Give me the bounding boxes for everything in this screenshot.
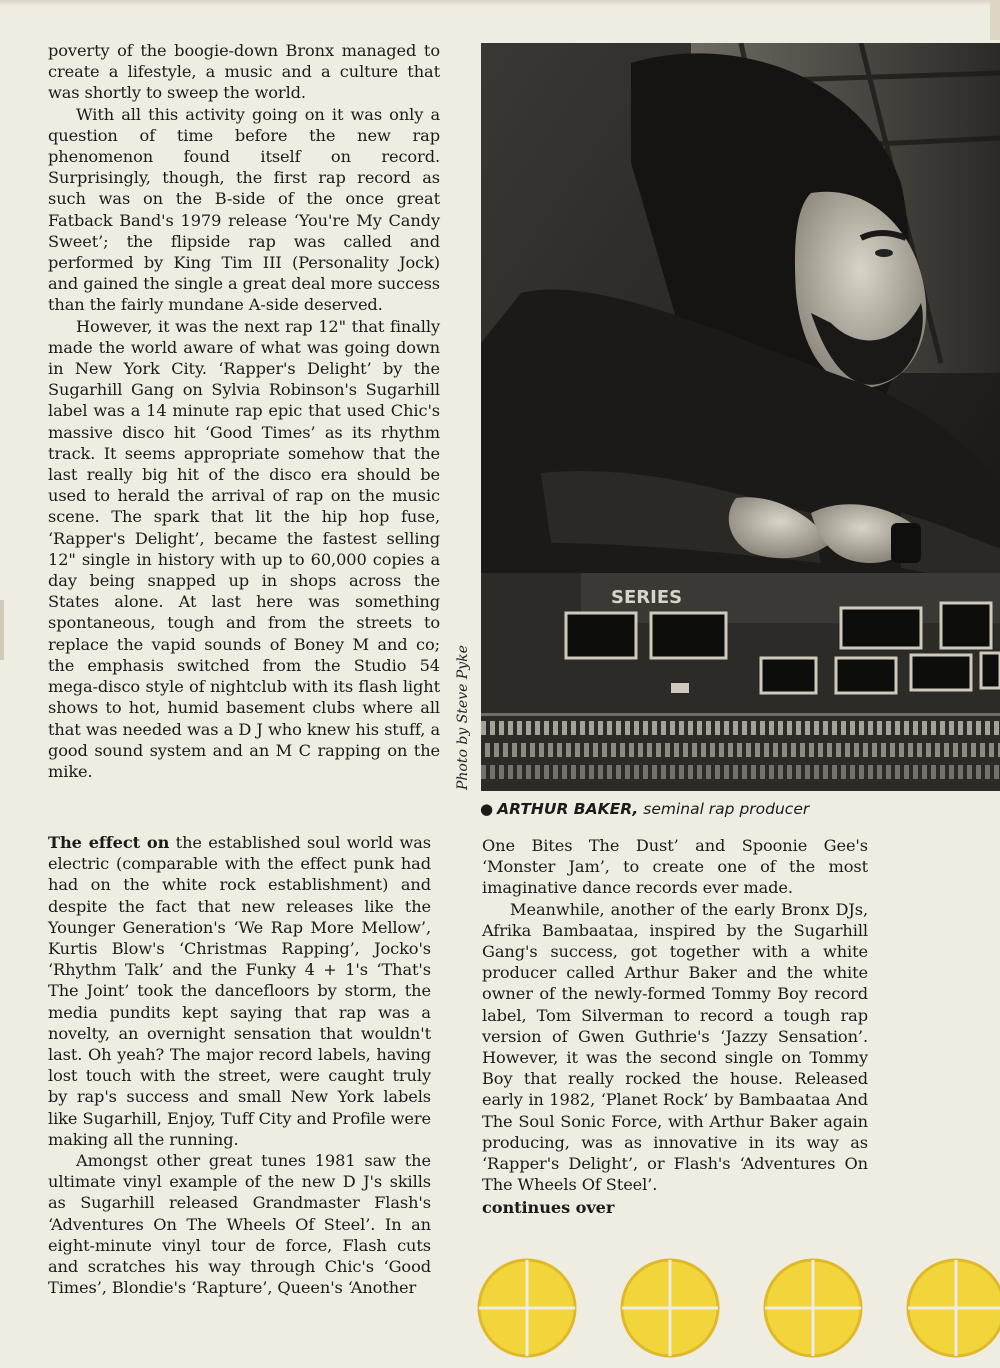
- console-fader: [706, 765, 711, 779]
- console-fader: [845, 743, 850, 757]
- console-fader: [683, 743, 688, 757]
- console-fader: [643, 765, 648, 779]
- console-fader: [665, 743, 670, 757]
- console-fader: [616, 765, 621, 779]
- console-fader: [706, 721, 711, 735]
- console-fader: [890, 743, 895, 757]
- console-fader: [737, 743, 742, 757]
- console-fader: [809, 743, 814, 757]
- console-fader: [634, 721, 639, 735]
- paragraph: Meanwhile, another of the early Bronx DJs, Afrika Bambaataa, inspired by the Sugarhill Gang's success, got together with a white producer called Arthur Baker and the white owner of the newly-formed Tommy Boy record label, Tom Silverman to record a tough rap version of Gwen Guthrie's ‘Jazzy Sensation’. However, it was the second single on Tommy Boy that really rocked the house. Released early in 1982, ‘Planet Rock’ by Bambaataa And The Soul Sonic Force, with Arthur Baker again producing, was as innovative in its way as ‘Rapper's Delight’, or Flash's ‘Adventures On The Wheels Of Steel’.: [482, 899, 868, 1195]
- console-fader: [751, 765, 756, 779]
- console-fader: [958, 721, 963, 735]
- console-fader: [877, 765, 882, 779]
- page-edge: [0, 0, 1000, 6]
- console-fader: [661, 765, 666, 779]
- console-fader: [566, 743, 571, 757]
- console-fader: [917, 743, 922, 757]
- column-1-bottom: [48, 832, 431, 1298]
- console-fader: [598, 721, 603, 735]
- console-fader: [557, 743, 562, 757]
- console-fader: [782, 743, 787, 757]
- console-fader: [710, 743, 715, 757]
- console-fader: [778, 721, 783, 735]
- console-fader: [746, 743, 751, 757]
- console-fader: [688, 765, 693, 779]
- console-fader: [490, 765, 495, 779]
- section-lead-in: The effect on: [48, 833, 170, 852]
- console-fader: [769, 721, 774, 735]
- paragraph: With all this activity going on it was only a question of time before the new rap phenomenon found itself on record. Surprisingly, though, the first rap record as such was on the B-side of the once great Fatback Band's 1979 release ‘You're My Candy Sweet’; the flipside rap was called and performed by King Tim III (Personality Jock) and gained the single a great deal more success than the fairly mundane A-side deserved.: [48, 104, 440, 315]
- console-fader: [629, 743, 634, 757]
- console-fader: [994, 765, 999, 779]
- console-fader: [832, 721, 837, 735]
- console-fader: [967, 721, 972, 735]
- console-fader: [832, 765, 837, 779]
- console-fader: [697, 721, 702, 735]
- console-fader: [589, 765, 594, 779]
- console-fader: [908, 743, 913, 757]
- console-fader: [980, 743, 985, 757]
- console-fader: [854, 743, 859, 757]
- console-fader: [886, 765, 891, 779]
- console-fader: [841, 765, 846, 779]
- console-fader: [535, 721, 540, 735]
- console-fader: [580, 765, 585, 779]
- console-fader: [553, 721, 558, 735]
- console-fader: [494, 743, 499, 757]
- console-fader: [940, 765, 945, 779]
- console-fader: [598, 765, 603, 779]
- console-fader: [994, 721, 999, 735]
- console-fader: [589, 721, 594, 735]
- column-2: [482, 835, 868, 1219]
- console-fader: [728, 743, 733, 757]
- console-fader: [571, 721, 576, 735]
- console-fader: [922, 721, 927, 735]
- console-fader: [850, 721, 855, 735]
- console-fader: [926, 743, 931, 757]
- console-fader: [967, 765, 972, 779]
- console-fader: [584, 743, 589, 757]
- console-fader: [733, 765, 738, 779]
- console-fader: [886, 721, 891, 735]
- paragraph: poverty of the boogie-down Bronx managed to create a lifestyle, a music and a culture that was shortly to sweep the world.: [48, 41, 440, 103]
- paragraph: [48, 832, 431, 1150]
- console-fader: [985, 765, 990, 779]
- console-fader: [976, 765, 981, 779]
- console-fader: [607, 721, 612, 735]
- console-fader: [562, 765, 567, 779]
- console-fader: [971, 743, 976, 757]
- console-fader: [773, 743, 778, 757]
- console-fader: [733, 721, 738, 735]
- console-fader: [818, 743, 823, 757]
- console-fader: [958, 765, 963, 779]
- console-fader: [814, 765, 819, 779]
- console-fader: [787, 721, 792, 735]
- console-fader: [800, 743, 805, 757]
- console-fader: [674, 743, 679, 757]
- console-fader: [634, 765, 639, 779]
- console-fader: [872, 743, 877, 757]
- console-fader: [508, 721, 513, 735]
- console-fader: [602, 743, 607, 757]
- photo-credit: Photo by Steve Pyke: [455, 645, 471, 790]
- console-fader: [904, 765, 909, 779]
- console-fader: [625, 765, 630, 779]
- console-fader: [724, 765, 729, 779]
- yellow-circle-icon: [479, 1260, 575, 1356]
- console-fader: [778, 765, 783, 779]
- console-fader: [517, 721, 522, 735]
- console-fader: [899, 743, 904, 757]
- console-fader: [521, 743, 526, 757]
- console-fader: [805, 765, 810, 779]
- console-fader: [562, 721, 567, 735]
- console-label: SERIES: [611, 587, 683, 608]
- console-fader: [935, 743, 940, 757]
- console-fader: [647, 743, 652, 757]
- console-fader: [823, 765, 828, 779]
- console-fader: [679, 721, 684, 735]
- console-fader: [760, 721, 765, 735]
- console-fader: [697, 765, 702, 779]
- console-fader: [548, 743, 553, 757]
- console-fader: [989, 743, 994, 757]
- console-fader: [787, 765, 792, 779]
- console-fader: [575, 743, 580, 757]
- console-fader: [764, 743, 769, 757]
- paragraph: One Bites The Dust’ and Spoonie Gee's ‘Monster Jam’, to create one of the most imaginative dance records ever made.: [482, 836, 868, 898]
- console-fader: [580, 721, 585, 735]
- console-fader: [742, 721, 747, 735]
- decorative-circles: [470, 1240, 1000, 1368]
- console-fader: [976, 721, 981, 735]
- console-fader: [904, 721, 909, 735]
- yellow-circle-icon: [622, 1260, 718, 1356]
- console-fader: [490, 721, 495, 735]
- caption-name: ARTHUR BAKER,: [497, 800, 639, 818]
- console-fader: [940, 721, 945, 735]
- console-fader: [895, 765, 900, 779]
- console-fader: [796, 721, 801, 735]
- adjacent-page-edge: [990, 0, 1000, 40]
- console-fader: [553, 765, 558, 779]
- console-fader: [985, 721, 990, 735]
- console-fader: [724, 721, 729, 735]
- console-fader: [814, 721, 819, 735]
- console-fader: [751, 721, 756, 735]
- console-fader: [949, 765, 954, 779]
- console-fader: [607, 765, 612, 779]
- console-fader: [517, 765, 522, 779]
- console-fader: [944, 743, 949, 757]
- console-fader: [485, 743, 490, 757]
- console-fader: [638, 743, 643, 757]
- console-fader: [742, 765, 747, 779]
- console-fader: [863, 743, 868, 757]
- console-fader: [796, 765, 801, 779]
- paragraph: Amongst other great tunes 1981 saw the ultimate vinyl example of the new D J's skills as Sugarhill released Grandmaster Flash's ‘Adventures On The Wheels Of Steel’. In an eight-minute vinyl tour de force, Flash cuts and scratches his way through Chic's ‘Good Times’, Blondie's ‘Rapture’, Queen's ‘Another: [48, 1151, 431, 1298]
- console-fader: [715, 765, 720, 779]
- console-fader: [593, 743, 598, 757]
- console-fader: [791, 743, 796, 757]
- console-fader: [611, 743, 616, 757]
- console-fader: [913, 765, 918, 779]
- yellow-circle-icon: [765, 1260, 861, 1356]
- console-fader: [652, 721, 657, 735]
- console-fader: [512, 743, 517, 757]
- console-fader: [962, 743, 967, 757]
- console-fader: [953, 743, 958, 757]
- console-fader: [719, 743, 724, 757]
- paragraph-text: the established soul world was electric (comparable with the effect punk had had on the white rock establishment) and despite the fact that new releases like the Younger Generation's ‘We Rap More Mellow’, Kurtis Blow's ‘Christmas Rapping’, Jocko's ‘Rhythm Talk’ and the Funky 4 + 1's ‘That's The Joint’ took the dancefloors by storm, the media pundits kept saying that rap was a novelty, an overnight sensation that wouldn't last. Oh yeah? The major record labels, having lost touch with the street, were caught truly by rap's success and small New York labels like Sugarhill, Enjoy, Tuff City and Profile were making all the running.: [48, 833, 432, 1149]
- console-fader: [503, 743, 508, 757]
- column-1-top: [48, 40, 440, 782]
- console-fader: [661, 721, 666, 735]
- console-fader: [656, 743, 661, 757]
- console-fader: [652, 765, 657, 779]
- console-fader: [643, 721, 648, 735]
- console-fader: [692, 743, 697, 757]
- console-fader: [481, 721, 486, 735]
- console-fader: [931, 765, 936, 779]
- console-fader: [701, 743, 706, 757]
- console-fader: [877, 721, 882, 735]
- console-fader: [620, 743, 625, 757]
- binding-mark: [0, 600, 4, 660]
- console-fader: [836, 743, 841, 757]
- console-fader: [535, 765, 540, 779]
- console-fader: [949, 721, 954, 735]
- continues-over: continues over: [482, 1198, 615, 1218]
- console-fader: [859, 765, 864, 779]
- console-fader: [769, 765, 774, 779]
- console-fader: [913, 721, 918, 735]
- console-fader: [539, 743, 544, 757]
- console-fader: [922, 765, 927, 779]
- console-fader: [544, 721, 549, 735]
- console-fader: [526, 721, 531, 735]
- console-fader: [827, 743, 832, 757]
- console-fader: [805, 721, 810, 735]
- paragraph: However, it was the next rap 12" that finally made the world aware of what was going down in New York City. ‘Rapper's Delight’ by the Sugarhill Gang on Sylvia Robinson's Sugarhill label was a 14 minute rap epic that used Chic's massive disco hit ‘Good Times’ as its rhythm track. It seems appropriate somehow that the last really big hit of the disco era should be used to herald the arrival of rap on the music scene. The spark that lit the hip hop fuse, ‘Rapper's Delight’, became the fastest selling 12" single in history with up to 60,000 copies a day being snapped up in shops across the States alone. At last here was something spontaneous, tough and from the streets to replace the vapid sounds of Boney M and co; the emphasis switched from the Studio 54 mega-disco style of nightclub with its flash light shows to hot, humid basement clubs where all that was needed was a D J who knew his stuff, a good sound system and an M C rapping on the mike.: [48, 316, 440, 781]
- console-fader: [499, 721, 504, 735]
- photo-arthur-baker: [481, 43, 1000, 791]
- console-fader: [508, 765, 513, 779]
- console-fader: [868, 765, 873, 779]
- console-fader: [530, 743, 535, 757]
- console-fader: [841, 721, 846, 735]
- console-fader: [679, 765, 684, 779]
- console-fader: [688, 721, 693, 735]
- console-fader: [755, 743, 760, 757]
- console-fader: [625, 721, 630, 735]
- console-fader: [850, 765, 855, 779]
- console-fader: [823, 721, 828, 735]
- console-fader: [859, 721, 864, 735]
- console-fader: [481, 765, 486, 779]
- caption-text: seminal rap producer: [638, 800, 810, 818]
- yellow-circle-icon: [908, 1260, 1000, 1356]
- console-fader: [670, 765, 675, 779]
- bullet-icon: ●: [480, 800, 494, 818]
- console-fader: [499, 765, 504, 779]
- console-fader: [868, 721, 873, 735]
- console-fader: [881, 743, 886, 757]
- console-fader: [760, 765, 765, 779]
- console-fader: [544, 765, 549, 779]
- console-fader: [571, 765, 576, 779]
- photo-caption: [480, 800, 900, 818]
- photo-illustration: [481, 43, 1000, 791]
- console-fader: [616, 721, 621, 735]
- console-fader: [931, 721, 936, 735]
- console-fader: [715, 721, 720, 735]
- console-fader: [526, 765, 531, 779]
- console-fader: [670, 721, 675, 735]
- console-fader: [895, 721, 900, 735]
